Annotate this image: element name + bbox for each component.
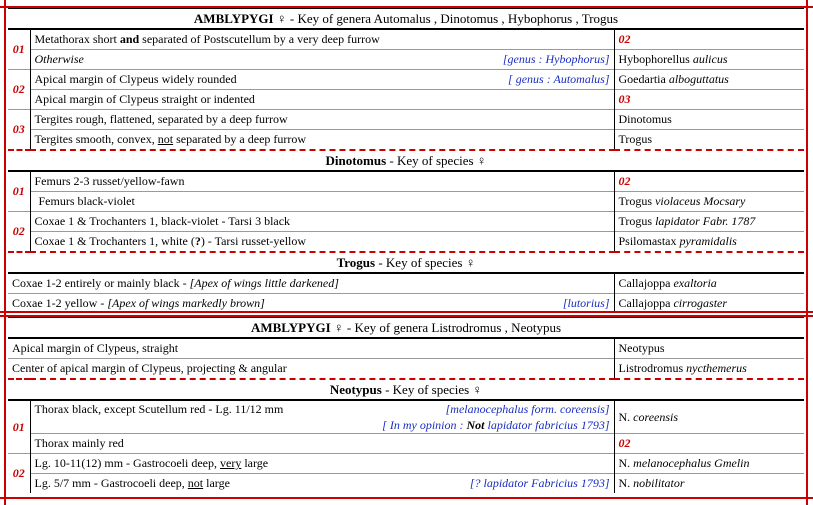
- key-title: Dinotomus - Key of species ♀: [8, 150, 804, 171]
- couplet-description: Lg. 5/7 mm - Gastrocoeli deep, not large [? lapidator Fabricius 1793]: [30, 474, 614, 494]
- couplet-description: Thorax mainly red: [30, 434, 614, 454]
- couplet-row: [8, 192, 804, 212]
- couplet-link: 02: [614, 29, 804, 50]
- couplet-result: Dinotomus: [614, 110, 804, 130]
- red-frame-bottom: [0, 497, 813, 499]
- couplet-result: Goedartia alboguttatus: [614, 70, 804, 90]
- couplet-row: [8, 400, 804, 434]
- couplet-link: 03: [614, 90, 804, 110]
- red-frame-top: [0, 6, 813, 8]
- couplet-result: N. coreensis: [614, 400, 804, 434]
- couplet-row: [8, 90, 804, 110]
- couplet-row: [8, 212, 804, 232]
- couplet-result: Neotypus: [614, 338, 804, 359]
- couplet-row: [8, 232, 804, 253]
- couplet-result: Trogus lapidator Fabr. 1787: [614, 212, 804, 232]
- couplet-link: 02: [614, 434, 804, 454]
- synonym-reference: [genus : Hybophorus]: [502, 52, 610, 66]
- couplet-result: Callajoppa cirrogaster: [614, 294, 804, 314]
- key-title-row: [8, 150, 804, 171]
- synonym-reference: [? lapidator Fabricius 1793]: [469, 476, 610, 490]
- couplet-link: 02: [614, 171, 804, 192]
- red-frame-right: [806, 0, 808, 505]
- couplet-result: Psilomastax pyramidalis: [614, 232, 804, 253]
- couplet-number: 02: [8, 212, 30, 253]
- key-title: AMBLYPYGI ♀ - Key of genera Automalus , Dinotomus , Hybophorus , Trogus: [8, 8, 804, 29]
- couplet-number: 01: [8, 29, 30, 70]
- couplet-row: [8, 359, 804, 380]
- couplet-description: Otherwise [genus : Hybophorus]: [30, 50, 614, 70]
- opinion-note: [ In my opinion : Not lapidator fabricius 1793]: [382, 418, 610, 432]
- couplet-number: 02: [8, 454, 30, 494]
- couplet-row: [8, 434, 804, 454]
- couplet-row: [8, 110, 804, 130]
- couplet-description: Apical margin of Clypeus, straight: [8, 338, 614, 359]
- couplet-result: Trogus: [614, 130, 804, 151]
- couplet-description: Femurs black-violet: [30, 192, 614, 212]
- synonym-reference: [melanocephalus form. coreensis]: [445, 402, 610, 416]
- synonym-reference: [lutorius]: [562, 296, 610, 310]
- couplet-description: Coxae 1 & Trochanters 1, black-violet - Tarsi 3 black: [30, 212, 614, 232]
- couplet-row: [8, 130, 804, 151]
- couplet-result: N. nobilitator: [614, 474, 804, 494]
- couplet-row: [8, 338, 804, 359]
- key-title: AMBLYPYGI ♀ - Key of genera Listrodromus , Neotypus: [8, 317, 804, 338]
- couplet-description: Tergites rough, flattened, separated by a deep furrow: [30, 110, 614, 130]
- couplet-row: [8, 29, 804, 50]
- couplet-row: [8, 70, 804, 90]
- couplet-result: N. melanocephalus Gmelin: [614, 454, 804, 474]
- couplet-description: Center of apical margin of Clypeus, projecting & angular: [8, 359, 614, 380]
- couplet-row: [8, 50, 804, 70]
- couplet-result: Callajoppa exaltoria: [614, 273, 804, 294]
- key-title-row: [8, 8, 804, 29]
- couplet-description: Coxae 1-2 yellow - [Apex of wings markedly brown] [lutorius]: [8, 294, 614, 314]
- couplet-description: Femurs 2-3 russet/yellow-fawn: [30, 171, 614, 192]
- key-title-row: [8, 317, 804, 338]
- couplet-number: 01: [8, 400, 30, 454]
- key-title-row: [8, 379, 804, 400]
- couplet-description: Tergites smooth, convex, not separated by a deep furrow: [30, 130, 614, 151]
- red-frame-left: [4, 0, 6, 505]
- key-title-row: [8, 252, 804, 273]
- couplet-row: [8, 171, 804, 192]
- couplet-number: 01: [8, 171, 30, 212]
- couplet-description: Coxae 1-2 entirely or mainly black - [Apex of wings little darkened]: [8, 273, 614, 294]
- genera-key-2: [8, 316, 804, 493]
- couplet-row: [8, 474, 804, 494]
- genera-key-1: [8, 7, 804, 313]
- couplet-result: Listrodromus nycthemerus: [614, 359, 804, 380]
- couplet-description: Thorax black, except Scutellum red - Lg. 11/12 mm [melanocephalus form. coreensis] [ In my opinion : Not lapidator fabricius 1793]: [30, 400, 614, 434]
- red-frame-divider: [0, 311, 813, 313]
- couplet-result: Trogus violaceus Mocsary: [614, 192, 804, 212]
- couplet-description: Apical margin of Clypeus straight or indented: [30, 90, 614, 110]
- couplet-description: Metathorax short and separated of Postscutellum by a very deep furrow: [30, 29, 614, 50]
- key-title: Neotypus - Key of species ♀: [8, 379, 804, 400]
- couplet-description: Apical margin of Clypeus widely rounded [ genus : Automalus]: [30, 70, 614, 90]
- couplet-row: [8, 454, 804, 474]
- red-frame-divider: [0, 315, 813, 317]
- couplet-description: Coxae 1 & Trochanters 1, white (?) - Tarsi russet-yellow: [30, 232, 614, 253]
- couplet-number: 03: [8, 110, 30, 151]
- couplet-result: Hybophorellus aulicus: [614, 50, 804, 70]
- synonym-reference: [ genus : Automalus]: [508, 72, 610, 86]
- couplet-number: 02: [8, 70, 30, 110]
- couplet-description: Lg. 10-11(12) mm - Gastrocoeli deep, very large: [30, 454, 614, 474]
- key-title: Trogus - Key of species ♀: [8, 252, 804, 273]
- couplet-row: [8, 273, 804, 294]
